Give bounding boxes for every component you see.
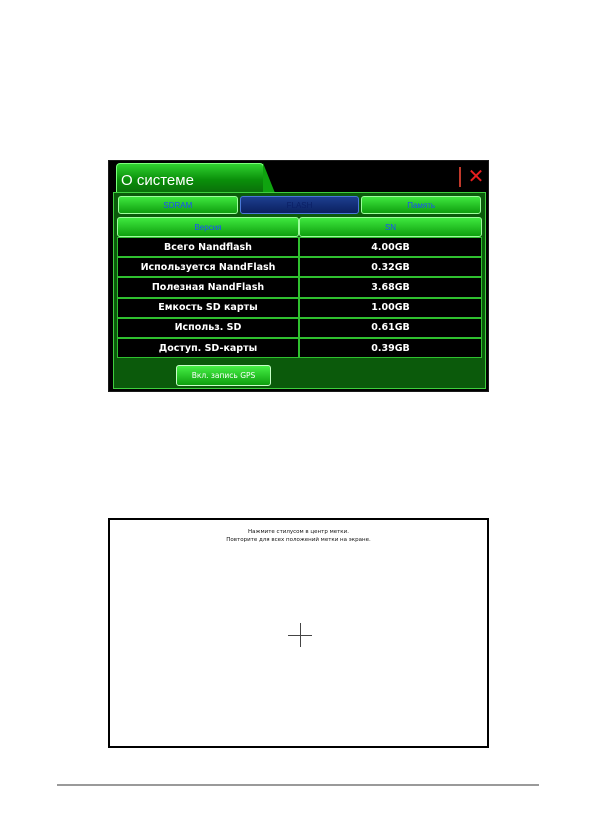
row-label: Использ. SD (117, 318, 299, 338)
system-info-dialog (108, 160, 489, 392)
table-row (117, 237, 482, 257)
row-value: 4.00GB (299, 237, 482, 257)
row-value: 0.39GB (299, 338, 482, 358)
footer-divider (57, 784, 539, 786)
tab-flash[interactable]: FLASH (240, 196, 360, 214)
header-version[interactable]: Версия (117, 217, 299, 237)
table-row (117, 277, 482, 297)
table-row (117, 318, 482, 338)
row-label: Используется NandFlash (117, 257, 299, 277)
table-row (117, 257, 482, 277)
row-value: 1.00GB (299, 298, 482, 318)
tab-bar (118, 196, 481, 214)
table-row (117, 298, 482, 318)
calibration-instruction-1: Нажмите стилусом в центр метки. (248, 529, 349, 535)
row-label: Доступ. SD-карты (117, 338, 299, 358)
row-label: Всего Nandflash (117, 237, 299, 257)
row-label: Полезная NandFlash (117, 277, 299, 297)
table-header (117, 217, 482, 237)
dialog-body (113, 192, 486, 389)
dialog-title: О системе (121, 172, 194, 189)
title-tab (116, 163, 264, 193)
row-value: 3.68GB (299, 277, 482, 297)
calibration-instruction-2: Повторите для всех положений метки на экране. (226, 537, 371, 543)
tab-sdram[interactable]: SDRAM (118, 196, 238, 214)
crosshair-icon[interactable] (288, 623, 312, 647)
gps-record-button[interactable]: Вкл. запись GPS (176, 365, 271, 386)
storage-table (117, 217, 482, 358)
row-label: Емкость SD карты (117, 298, 299, 318)
close-icon[interactable]: ✕ (467, 164, 485, 188)
tab-memory[interactable]: Память (361, 196, 481, 214)
table-row (117, 338, 482, 358)
title-separator (459, 167, 461, 187)
header-sn[interactable]: SN (299, 217, 482, 237)
row-value: 0.61GB (299, 318, 482, 338)
row-value: 0.32GB (299, 257, 482, 277)
calibration-screen[interactable] (108, 518, 489, 748)
